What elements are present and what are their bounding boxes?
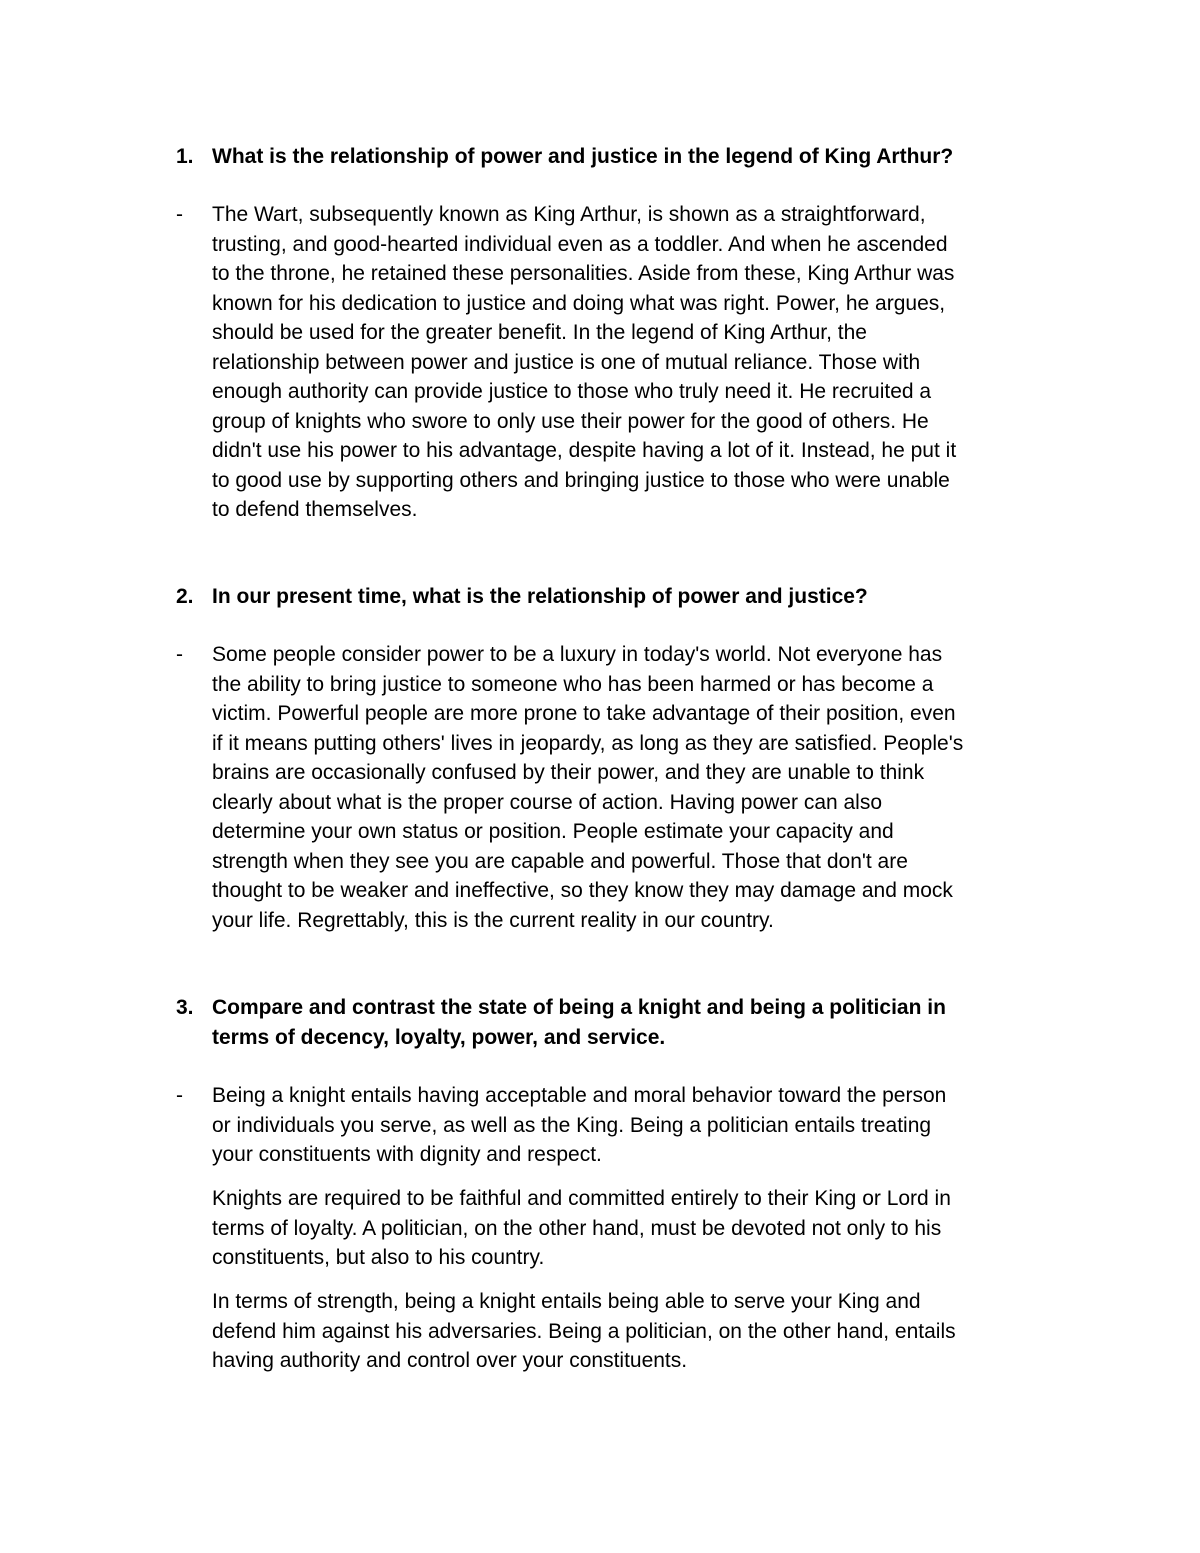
answer-line: The Wart, subsequently known as King Arthur, is shown as a straightforward, <box>212 203 926 226</box>
answer-line: brains are occasionally confused by their power, and they are unable to think <box>212 761 925 784</box>
question-number: 1. <box>176 145 194 168</box>
answer-line: having authority and control over your constituents. <box>212 1349 688 1372</box>
answer-body <box>212 1081 1082 1170</box>
answer-line: the ability to bring justice to someone who has been harmed or has become a <box>212 672 934 696</box>
answer-line: clearly about what is the proper course of action. Having power can also <box>212 790 883 814</box>
question-text <box>212 142 1072 172</box>
answer-line: to the throne, he retained these personalities. Aside from these, King Arthur was <box>212 262 955 285</box>
question-number: 2. <box>176 585 194 608</box>
answer-3-strength-paragraph <box>212 1287 1082 1376</box>
answer-line: didn't use his power to his advantage, despite having a lot of it. Instead, he put it <box>212 439 957 462</box>
answer-line: defend him against his adversaries. Being a politician, on the other hand, entails <box>212 1319 956 1343</box>
answer-line: should be used for the greater benefit. In the legend of King Arthur, the <box>212 321 867 344</box>
answer-line: to good use by supporting others and bringing justice to those who were unable <box>212 468 950 492</box>
answer-line: to defend themselves. <box>212 498 418 521</box>
answer-body <box>212 640 1082 935</box>
answer-line: known for his dedication to justice and doing what was right. Power, he argues, <box>212 291 946 315</box>
answer-line: your life. Regrettably, this is the current reality in our country. <box>212 908 774 932</box>
answer-line: constituents, but also to his country. <box>212 1246 545 1269</box>
answer-line: or individuals you serve, as well as the King. Being a politician entails treating <box>212 1113 932 1137</box>
answer-line: trusting, and good-hearted individual even as a toddler. And when he ascended <box>212 232 948 256</box>
question-line: In our present time, what is the relationship of power and justice? <box>212 585 868 608</box>
question-line: Compare and contrast the state of being a knight and being a politician in <box>212 996 946 1019</box>
answer-line: Knights are required to be faithful and committed entirely to their King or Lord in <box>212 1187 951 1210</box>
answer-line: terms of loyalty. A politician, on the other hand, must be devoted not only to his <box>212 1216 942 1240</box>
question-number: 3. <box>176 996 194 1019</box>
bullet-dash: - <box>176 203 183 226</box>
bullet-dash: - <box>176 643 183 666</box>
question-text <box>212 582 1072 612</box>
question-line: terms of decency, loyalty, power, and service. <box>212 1025 666 1049</box>
answer-line: Being a knight entails having acceptable and moral behavior toward the person <box>212 1084 947 1107</box>
question-line: What is the relationship of power and justice in the legend of King Arthur? <box>212 145 954 168</box>
bullet-dash: - <box>176 1084 183 1107</box>
answer-line: In terms of strength, being a knight entails being able to serve your King and <box>212 1290 921 1313</box>
answer-line: strength when they see you are capable and powerful. Those that don't are <box>212 849 908 873</box>
answer-body <box>212 200 1082 525</box>
question-text <box>212 993 1072 1052</box>
answer-line: relationship between power and justice is one of mutual reliance. Those with <box>212 350 921 374</box>
answer-line: enough authority can provide justice to those who truly need it. He recruited a <box>212 380 932 403</box>
answer-line: if it means putting others' lives in jeopardy, as long as they are satisfied. People's <box>212 731 964 755</box>
answer-line: thought to be weaker and ineffective, so they know they may damage and mock <box>212 879 953 902</box>
answer-3-loyalty-paragraph <box>212 1184 1082 1273</box>
answer-line: your constituents with dignity and respect. <box>212 1143 602 1166</box>
answer-line: determine your own status or position. People estimate your capacity and <box>212 820 894 843</box>
answer-line: Some people consider power to be a luxury in today's world. Not everyone has <box>212 643 943 666</box>
answer-line: victim. Powerful people are more prone to take advantage of their position, even <box>212 702 956 725</box>
answer-line: group of knights who swore to only use their power for the good of others. He <box>212 409 929 433</box>
